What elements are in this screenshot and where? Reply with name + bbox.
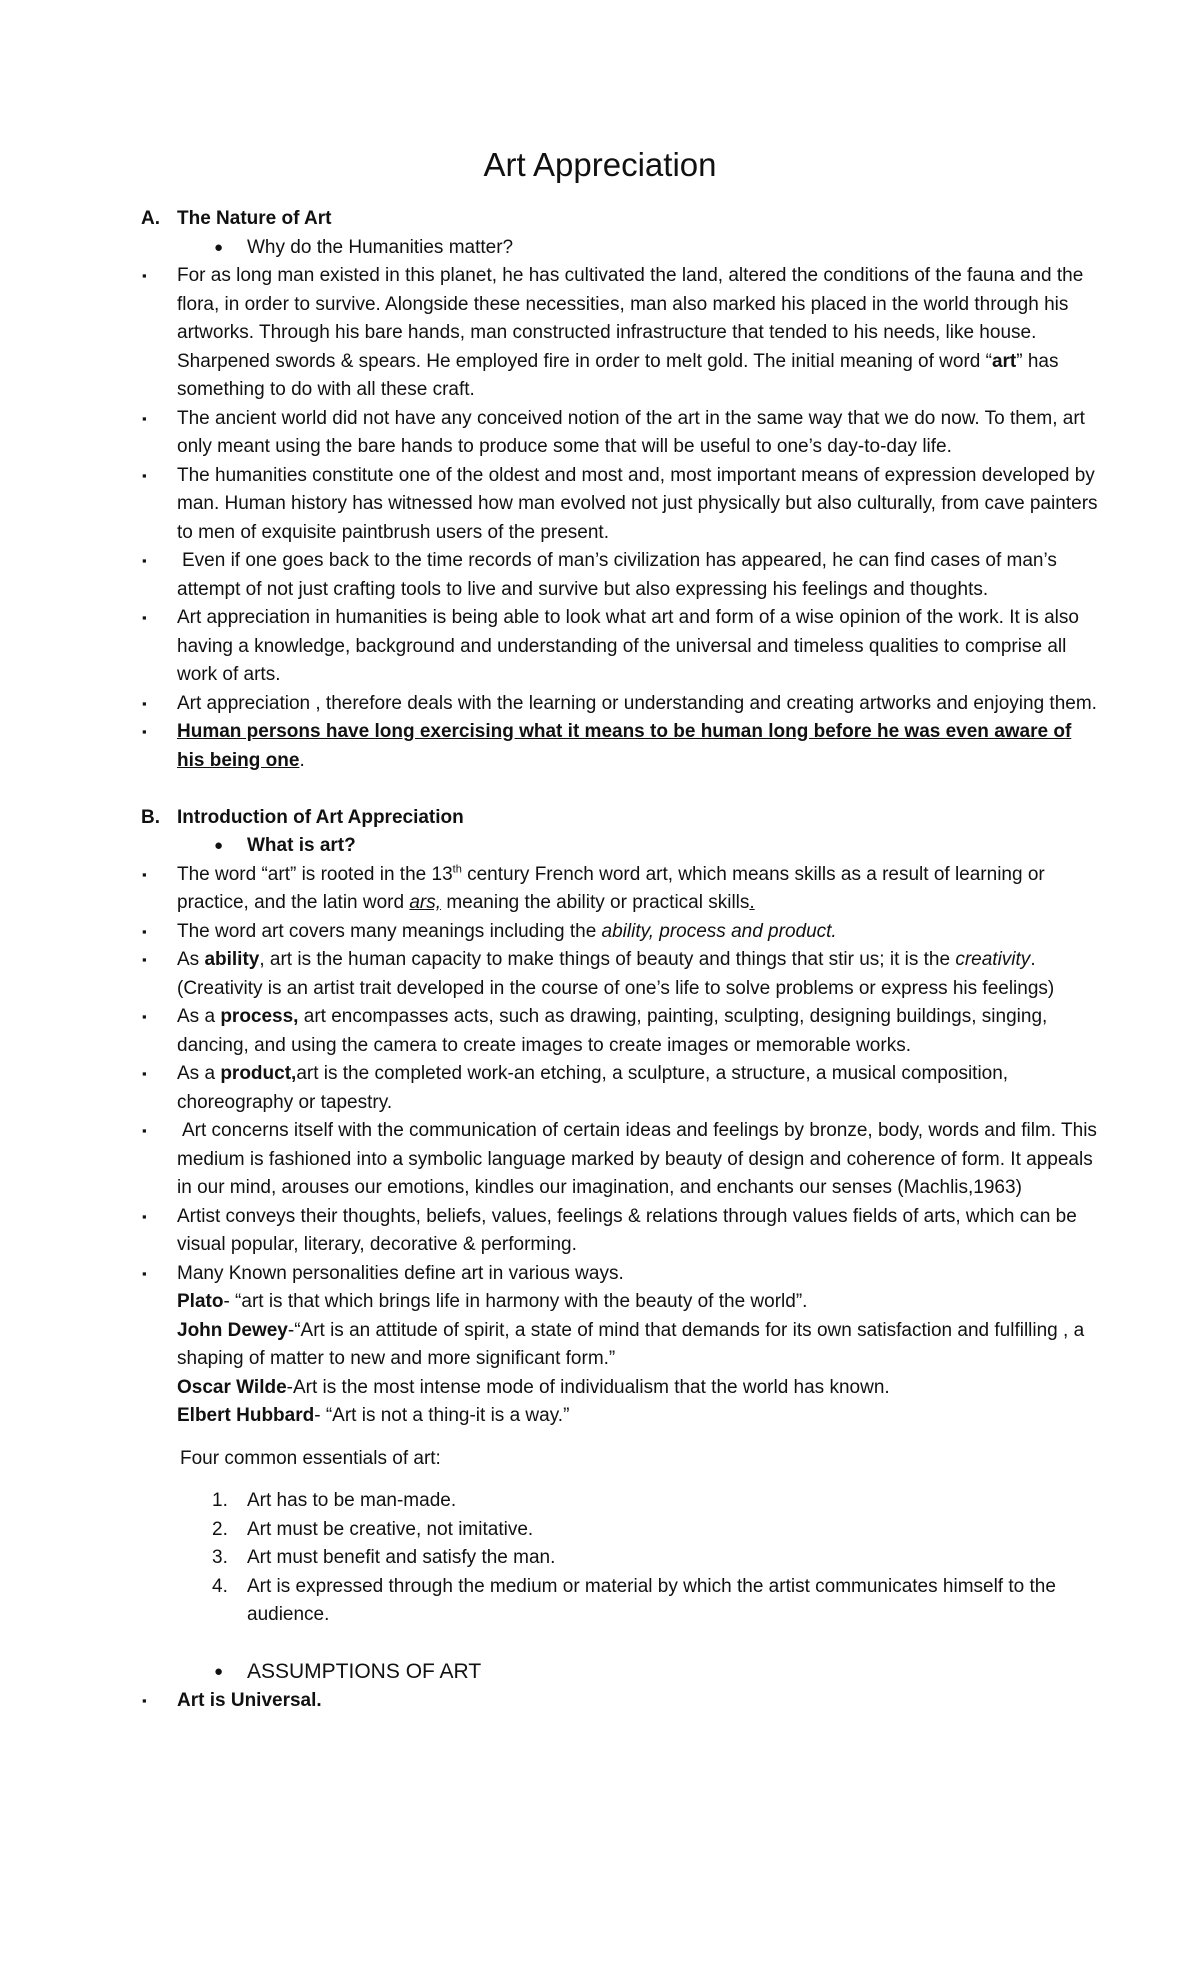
round-bullet-icon: ● xyxy=(214,1663,224,1680)
question-text: Why do the Humanities matter? xyxy=(247,236,514,258)
spacer xyxy=(0,1473,1200,1487)
paragraph-item xyxy=(0,1060,1102,1117)
paragraph-item xyxy=(0,918,1102,947)
list-item xyxy=(0,1516,1102,1545)
square-bullet-icon: ▪ xyxy=(142,952,147,967)
italic-text: creativity xyxy=(955,949,1031,970)
bold-term: ability xyxy=(204,949,260,970)
quote-wilde xyxy=(0,1374,1102,1403)
superscript: th xyxy=(452,863,462,876)
round-bullet-icon: ● xyxy=(214,238,224,256)
square-bullet-icon: ▪ xyxy=(142,410,147,426)
latin-word: ars, xyxy=(409,892,442,913)
list-number: 2. xyxy=(212,1518,228,1540)
quote-text: - “Art is not a thing-it is a way.” xyxy=(314,1405,570,1426)
paragraph-item xyxy=(0,718,1102,775)
section-title: The Nature of Art xyxy=(177,208,332,229)
spacer xyxy=(0,1630,1200,1659)
document-body xyxy=(0,205,1200,1715)
paragraph-text: . xyxy=(299,749,305,771)
paragraph-text: art encompasses acts, such as drawing, painting, sculpting, designing buildings, singing, dancing, and using the camera to create images to create images or memorable works. xyxy=(177,1006,1048,1056)
quote-text: - “art is that which brings life in harmony with the beauty of the world”. xyxy=(223,1291,808,1312)
author-name: Oscar Wilde xyxy=(177,1376,287,1398)
paragraph-item xyxy=(0,405,1102,462)
question-text: What is art? xyxy=(247,835,356,856)
paragraph-text: , art is the human capacity to make things of beauty and things that stir us; it is the xyxy=(259,949,956,970)
square-bullet-icon: ▪ xyxy=(142,1265,147,1281)
assumptions-heading xyxy=(0,1658,1102,1687)
spacer xyxy=(0,775,1200,804)
list-number: 1. xyxy=(212,1490,228,1511)
paragraph-text: Art appreciation in humanities is being able to look what art and form of a wise opinion of the work. It is also having a knowledge, background and understanding of the universal and timeless qualities to comprise all work of arts. xyxy=(177,607,1079,685)
paragraph-text: The word art covers many meanings including the xyxy=(177,920,602,942)
author-name: Plato xyxy=(177,1291,224,1312)
paragraph-item xyxy=(0,604,1102,690)
list-text: Art must be creative, not imitative. xyxy=(247,1518,534,1540)
paragraph-text: As a xyxy=(177,1006,221,1027)
paragraph-text: Art is Universal. xyxy=(177,1689,322,1711)
paragraph-text: Art appreciation , therefore deals with the learning or understanding and creating artworks and enjoying them. xyxy=(177,692,1097,714)
paragraph-text: The ancient world did not have any conceived notion of the art in the same way that we do now. To them, art only meant using the bare hands to produce some that will be useful to one’s day-to-day life. xyxy=(177,407,1085,457)
paragraph-text: century French word art, which means skills as a result of learning or practice, and the latin word xyxy=(177,863,1045,913)
section-a-heading xyxy=(0,205,1102,234)
section-title: Introduction of Art Appreciation xyxy=(177,806,464,828)
paragraph-item xyxy=(0,1003,1102,1060)
list-text: Art must benefit and satisfy the man. xyxy=(247,1547,556,1568)
paragraph-item xyxy=(0,1117,1102,1203)
paragraph-item xyxy=(0,1687,1102,1716)
section-letter: B. xyxy=(141,806,160,828)
quote-hubbard xyxy=(0,1402,1102,1431)
square-bullet-icon: ▪ xyxy=(142,724,147,739)
paragraph-item xyxy=(0,262,1102,405)
paragraph-text: art is the completed work-an etching, a sculpture, a structure, a musical composition, choreography or tapestry. xyxy=(177,1063,1009,1113)
paragraph-text: Many Known personalities define art in various ways. xyxy=(177,1262,624,1284)
essentials-list xyxy=(0,1487,1200,1630)
section-letter: A. xyxy=(141,208,160,229)
quote-text: -Art is the most intense mode of individualism that the world has known. xyxy=(286,1376,890,1398)
square-bullet-icon: ▪ xyxy=(142,1009,147,1024)
round-bullet-icon: ● xyxy=(214,837,224,854)
paragraph-item xyxy=(0,462,1102,548)
paragraph-text: The word “art” is rooted in the 13 xyxy=(177,863,453,885)
square-bullet-icon: ▪ xyxy=(142,1692,147,1708)
list-item xyxy=(0,1487,1102,1516)
square-bullet-icon: ▪ xyxy=(142,610,147,625)
square-bullet-icon: ▪ xyxy=(142,553,147,568)
spacer xyxy=(0,1431,1200,1445)
paragraph-text: The humanities constitute one of the oldest and most and, most important means of expression developed by man. Human history has witnessed how man evolved not just physically but also culturally, from cave painters to men of exquisite paintbrush users of the present. xyxy=(177,464,1098,543)
quote-plato xyxy=(0,1288,1102,1317)
square-bullet-icon: ▪ xyxy=(142,467,147,483)
bold-term: art xyxy=(991,350,1017,372)
square-bullet-icon: ▪ xyxy=(142,923,147,939)
list-number: 4. xyxy=(212,1575,228,1597)
paragraph-text: For as long man existed in this planet, he has cultivated the land, altered the conditions of the fauna and the flora, in order to survive. Alongside these necessities, man also marked his placed in the world through his artworks. Through his bare hands, man constructed infrastructure that tended to his needs, like house. Sharpened swords & spears. He employed fire in order to melt gold. The initial meaning of word “ xyxy=(177,265,1084,372)
essentials-label: Four common essentials of art: xyxy=(180,1447,441,1469)
square-bullet-icon: ▪ xyxy=(142,1208,147,1224)
paragraph-item xyxy=(0,861,1102,918)
emphasis-text: Human persons have long exercising what it means to be human long before he was even aware of his being one xyxy=(177,721,1072,771)
paragraph-text: . xyxy=(749,892,755,913)
list-item xyxy=(0,1544,1102,1573)
bold-term: process, xyxy=(220,1006,299,1027)
list-item xyxy=(0,1573,1102,1630)
paragraph-item xyxy=(0,1203,1102,1260)
bold-term: product, xyxy=(220,1063,297,1084)
paragraph-text: As a xyxy=(177,1063,221,1084)
heading-text: ASSUMPTIONS OF ART xyxy=(247,1660,482,1683)
paragraph-item xyxy=(0,690,1102,719)
square-bullet-icon: ▪ xyxy=(142,866,147,882)
square-bullet-icon: ▪ xyxy=(142,1066,147,1081)
quote-text: -“Art is an attitude of spirit, a state of mind that demands for its own satisfaction and fulfilling , a shaping of matter to new and more significant form.” xyxy=(177,1319,1085,1369)
list-number: 3. xyxy=(212,1547,228,1568)
paragraph-text: . (Creativity is an artist trait developed in the course of one’s life to solve problems or express his feelings) xyxy=(177,949,1055,999)
square-bullet-icon: ▪ xyxy=(142,695,147,711)
page-title: Art Appreciation xyxy=(483,146,717,183)
list-text: Art has to be man-made. xyxy=(247,1490,457,1511)
paragraph-text: As xyxy=(177,949,205,970)
square-bullet-icon: ▪ xyxy=(142,1123,147,1138)
author-name: John Dewey xyxy=(177,1319,288,1341)
paragraph-item xyxy=(0,1260,1102,1289)
paragraph-text: Artist conveys their thoughts, beliefs, values, feelings & relations through values fields of arts, which can be visual popular, literary, decorative & performing. xyxy=(177,1205,1077,1255)
italic-text: ability, process and product. xyxy=(601,920,837,942)
list-text: Art is expressed through the medium or material by which the artist communicates himself to the audience. xyxy=(247,1575,1056,1625)
bullet-question xyxy=(0,832,1102,861)
paragraph-text: ” has something to do with all these craft. xyxy=(177,350,1059,400)
paragraph-item xyxy=(0,946,1102,1003)
paragraph-text: meaning the ability or practical skills xyxy=(441,892,750,913)
section-b-heading xyxy=(0,804,1102,833)
paragraph-text: Even if one goes back to the time records of man’s civilization has appeared, he can find cases of man’s attempt of not just crafting tools to live and survive but also expressing his feelings and thoughts. xyxy=(177,550,1057,600)
square-bullet-icon: ▪ xyxy=(142,268,147,283)
author-name: Elbert Hubbard xyxy=(177,1405,315,1426)
paragraph-item xyxy=(0,547,1102,604)
bullet-question xyxy=(0,234,1102,263)
quote-dewey xyxy=(0,1317,1102,1374)
paragraph-text: Art concerns itself with the communication of certain ideas and feelings by bronze, body, words and film. This medium is fashioned into a symbolic language marked by beauty of design and coherence of form. It appeals in our mind, arouses our emotions, kindles our imagination, and enchants our senses (Machlis,1963) xyxy=(177,1120,1097,1198)
